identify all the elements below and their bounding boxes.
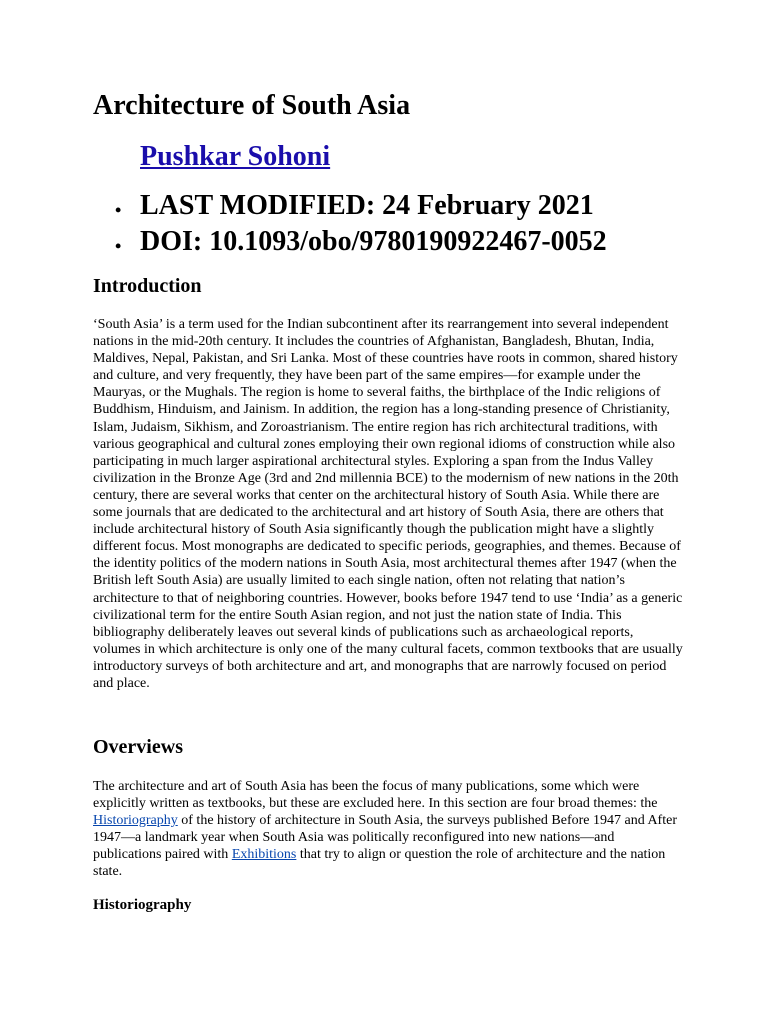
metadata-list bbox=[115, 188, 607, 260]
overviews-heading: Overviews bbox=[93, 736, 183, 758]
last-modified-item: • LAST MODIFIED: 24 February 2021 bbox=[115, 188, 607, 224]
introduction-heading: Introduction bbox=[93, 275, 202, 297]
doi-item: • DOI: 10.1093/obo/9780190922467-0052 bbox=[115, 224, 607, 260]
overviews-text-3: that try to align or question the role of architecture and the nation state. bbox=[93, 847, 666, 880]
author-line bbox=[140, 139, 330, 175]
historiography-link[interactable]: Historiography bbox=[93, 813, 178, 829]
document-title: Architecture of South Asia bbox=[93, 90, 411, 121]
overviews-text-1: The architecture and art of South Asia has been the focus of many publications, some which were explicitly written as textbooks, but these are excluded here. In this section are four broad themes: the bbox=[93, 779, 658, 812]
overviews-text-2: of the history of architecture in South Asia, the surveys published Before 1947 and After 1947—a landmark year when South Asia was politically reconfigured into new nations—and publications paired with bbox=[93, 813, 677, 863]
author-link[interactable]: Pushkar Sohoni bbox=[140, 141, 331, 172]
historiography-heading: Historiography bbox=[93, 897, 192, 913]
overviews-paragraph bbox=[93, 778, 683, 881]
exhibitions-link[interactable]: Exhibitions bbox=[231, 847, 297, 863]
introduction-paragraph: ‘South Asia’ is a term used for the Indian subcontinent after its rearrangement into several independent nations in the mid-20th century. It includes the countries of Afghanistan, Bangladesh, Bhutan, India, Maldives, Nepal, Pakistan, and Sri Lanka. Most of these countries have roots in common, shared history and culture, and very frequently, they have been part of the same empires—for example under the Mauryas, or the Mughals. The region is home to several faiths, the birthplace of the Indic religions of Buddhism, Hinduism, and Jainism. In addition, the region has a long-standing presence of Christianity, Islam, Judaism, Sikhism, and Zoroastrianism. The entire region has rich architectural traditions, with various geographical and cultural zones employing their own regional idioms of construction while also participating in much larger aspirational architectural styles. Exploring a span from the Indus Valley civilization in the Bronze Age (3rd and 2nd millennia BCE) to the modernism of new nations in the 20th century, there are several works that center on the architectural history of South Asia. While there are some journals that are dedicated to the architectural and art history of South Asia, there are others that include architectural history of South Asia significantly though the publication might have a slightly different focus. Most monographs are dedicated to specific periods, geographies, and themes. Because of the identity politics of the modern nations in South Asia, most architectural themes after 1947 (when the British left South Asia) are usually limited to each single nation, often not relating that nation’s architecture to that of neighboring countries. However, books before 1947 tend to use ‘India’ as a generic civilizational term for the entire South Asian region, and not just the nation state of India. This bibliography deliberately leaves out several kinds of publications such as archaeological reports, volumes in which architecture is only one of the many cultural facets, common textbooks that are usually introductory surveys of both architecture and art, and monographs that are narrowly focused on period and place. bbox=[93, 317, 683, 691]
